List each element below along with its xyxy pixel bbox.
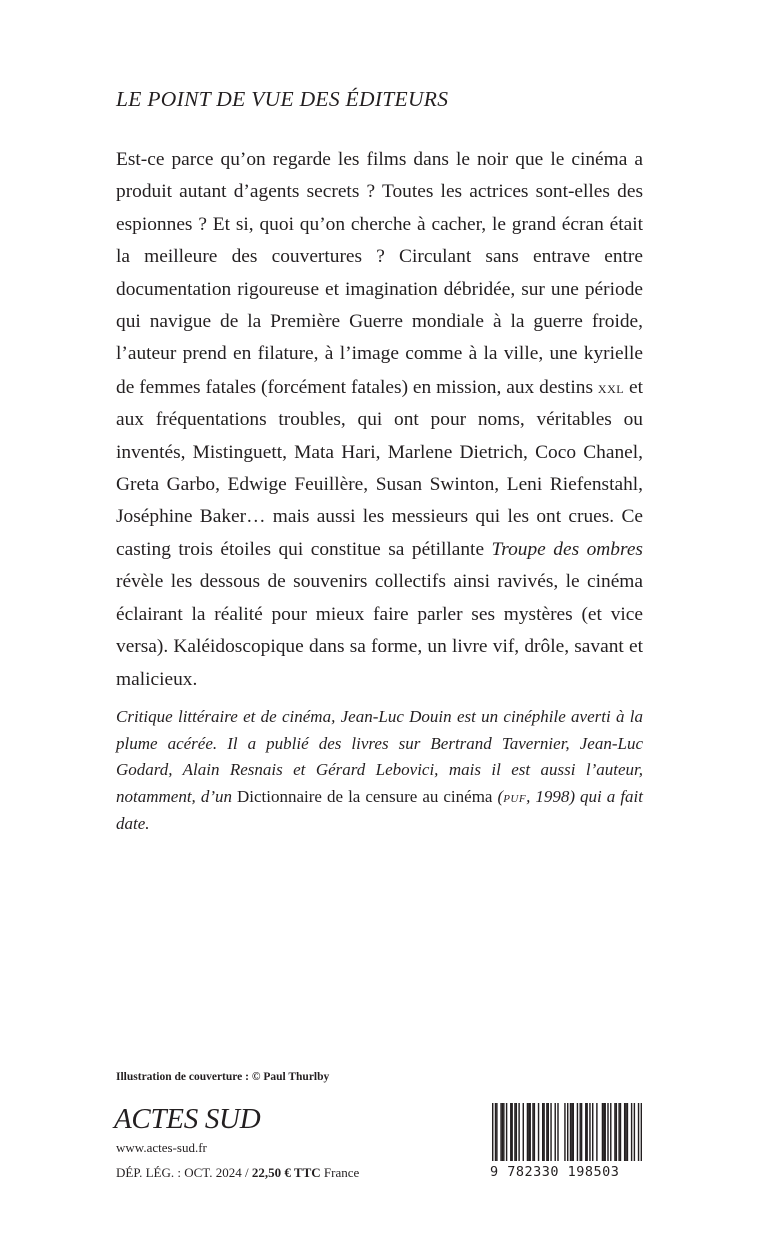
barcode-bar xyxy=(514,1103,515,1161)
barcode-bar xyxy=(502,1103,503,1161)
barcode-bar xyxy=(496,1103,497,1161)
barcode-bar xyxy=(538,1103,539,1161)
barcode-bar xyxy=(638,1103,639,1161)
barcode-bar xyxy=(577,1103,578,1161)
section-heading: LE POINT DE VUE DES ÉDITEURS xyxy=(116,87,449,111)
barcode-bar xyxy=(570,1103,571,1161)
barcode-bar xyxy=(532,1103,533,1161)
barcode-bar xyxy=(492,1103,493,1161)
barcode-bar xyxy=(523,1103,524,1161)
barcode-bar xyxy=(641,1103,642,1161)
blurb-book-title: Troupe des ombres xyxy=(491,538,643,560)
barcode-bar xyxy=(592,1103,593,1161)
barcode-bar xyxy=(500,1103,501,1161)
barcode-bar xyxy=(581,1103,582,1161)
barcode-bar xyxy=(555,1103,556,1161)
barcode-bar xyxy=(571,1103,572,1161)
barcode-bar xyxy=(585,1103,586,1161)
blurb-text-2: et aux fréquentations troubles, qui ont pour noms, véritables ou inventés, Mistinguett, Mata Hari, Marlene Dietrich, Coco Chanel, Greta Garbo, Edwige Feuillère, Susan Swinton, Leni Riefenstahl, Joséphine Baker… mais aussi les messieurs qui les ont crues. Ce casting trois étoiles qui constitue sa pétillante xyxy=(116,376,643,560)
barcode-bar xyxy=(495,1103,496,1161)
barcode-bar xyxy=(607,1103,608,1161)
barcode-bar xyxy=(631,1103,632,1161)
barcode-bar xyxy=(603,1103,604,1161)
price: 22,50 € TTC xyxy=(251,1165,321,1180)
barcode-bar xyxy=(550,1103,551,1161)
barcode-bar xyxy=(548,1103,549,1161)
barcode-bar xyxy=(567,1103,568,1161)
bio-text-2: ( xyxy=(492,786,504,806)
blurb-text-3: révèle les dessous de souvenirs collectifs ainsi ravivés, le cinéma éclairant la réalité pour mieux faire parler ses mystères (et vice versa). Kaléidoscopique dans sa forme, un livre vif, drôle, savant et malicieux. xyxy=(116,571,643,690)
legal-deposit xyxy=(116,1165,359,1181)
barcode-bar xyxy=(580,1103,581,1161)
author-bio xyxy=(116,704,643,838)
barcode-bar xyxy=(573,1103,574,1161)
barcode-bar xyxy=(602,1103,603,1161)
bio-text-3: , 1998) qui a fait date. xyxy=(116,786,643,834)
barcode-bar xyxy=(634,1103,635,1161)
barcode-bar xyxy=(616,1103,617,1161)
bio-book-title: Dictionnaire de la censure au cinéma xyxy=(237,786,493,806)
barcode-bar xyxy=(534,1103,535,1161)
barcode-bar xyxy=(605,1103,606,1161)
barcode-bar xyxy=(624,1103,625,1161)
legal-deposit-date: DÉP. LÉG. : OCT. 2024 / xyxy=(116,1165,252,1180)
barcode-bar xyxy=(542,1103,543,1161)
barcode-bar xyxy=(620,1103,621,1161)
blurb-xxl: xxl xyxy=(597,376,625,397)
publisher-logo: ACTES SUD xyxy=(114,1103,261,1135)
barcode xyxy=(492,1103,642,1171)
barcode-bar xyxy=(506,1103,507,1161)
barcode-bar xyxy=(586,1103,587,1161)
barcode-bar xyxy=(503,1103,504,1161)
illustration-credit: Illustration de couverture : © Paul Thurlby xyxy=(116,1071,330,1083)
barcode-bar xyxy=(510,1103,511,1161)
price-country: France xyxy=(320,1165,360,1180)
publisher-website: www.actes-sud.fr xyxy=(116,1140,207,1155)
barcode-bar xyxy=(516,1103,517,1161)
barcode-bar xyxy=(564,1103,565,1161)
barcode-digits: 9 782330 198503 xyxy=(490,1164,620,1180)
bio-puf: puf xyxy=(503,788,527,806)
barcode-bar xyxy=(546,1103,547,1161)
barcode-bar xyxy=(618,1103,619,1161)
barcode-bar xyxy=(625,1103,626,1161)
barcode-bar xyxy=(528,1103,529,1161)
barcode-bar xyxy=(614,1103,615,1161)
barcode-bar xyxy=(589,1103,590,1161)
barcode-bar xyxy=(518,1103,519,1161)
barcode-bar xyxy=(527,1103,528,1161)
barcode-bar xyxy=(557,1103,558,1161)
blurb-text-1: Est-ce parce qu’on regarde les films dans le noir que le cinéma a produit autant d’agents secrets ? Toutes les actrices sont-elles des espionnes ? Et si, quoi qu’on cherche à cacher, le grand écran était la meilleure des couvertures ? Circulant sans entrave entre documentation rigoureuse et imagination débridée, sur une période qui navigue de la Première Guerre mondiale à la guerre froide, l’auteur prend en filature, à l’image comme à la ville, une kyrielle de femmes fatales (forcément fatales) en mission, aux destins xyxy=(116,149,643,398)
barcode-bar xyxy=(543,1103,544,1161)
barcode-bar xyxy=(627,1103,628,1161)
publisher-blurb xyxy=(116,144,643,696)
barcode-bar xyxy=(530,1103,531,1161)
barcode-bar xyxy=(511,1103,512,1161)
barcode-bar xyxy=(596,1103,597,1161)
bio-text-1: Critique littéraire et de cinéma, Jean-Luc Douin est un cinéphile averti à la plume acérée. Il a publié des livres sur Bertrand Tavernier, Jean-Luc Godard, Alain Resnais et Gérard Lebovici, mais il est aussi l’auteur, notamment, d’un xyxy=(116,707,643,806)
barcode-bar xyxy=(610,1103,611,1161)
